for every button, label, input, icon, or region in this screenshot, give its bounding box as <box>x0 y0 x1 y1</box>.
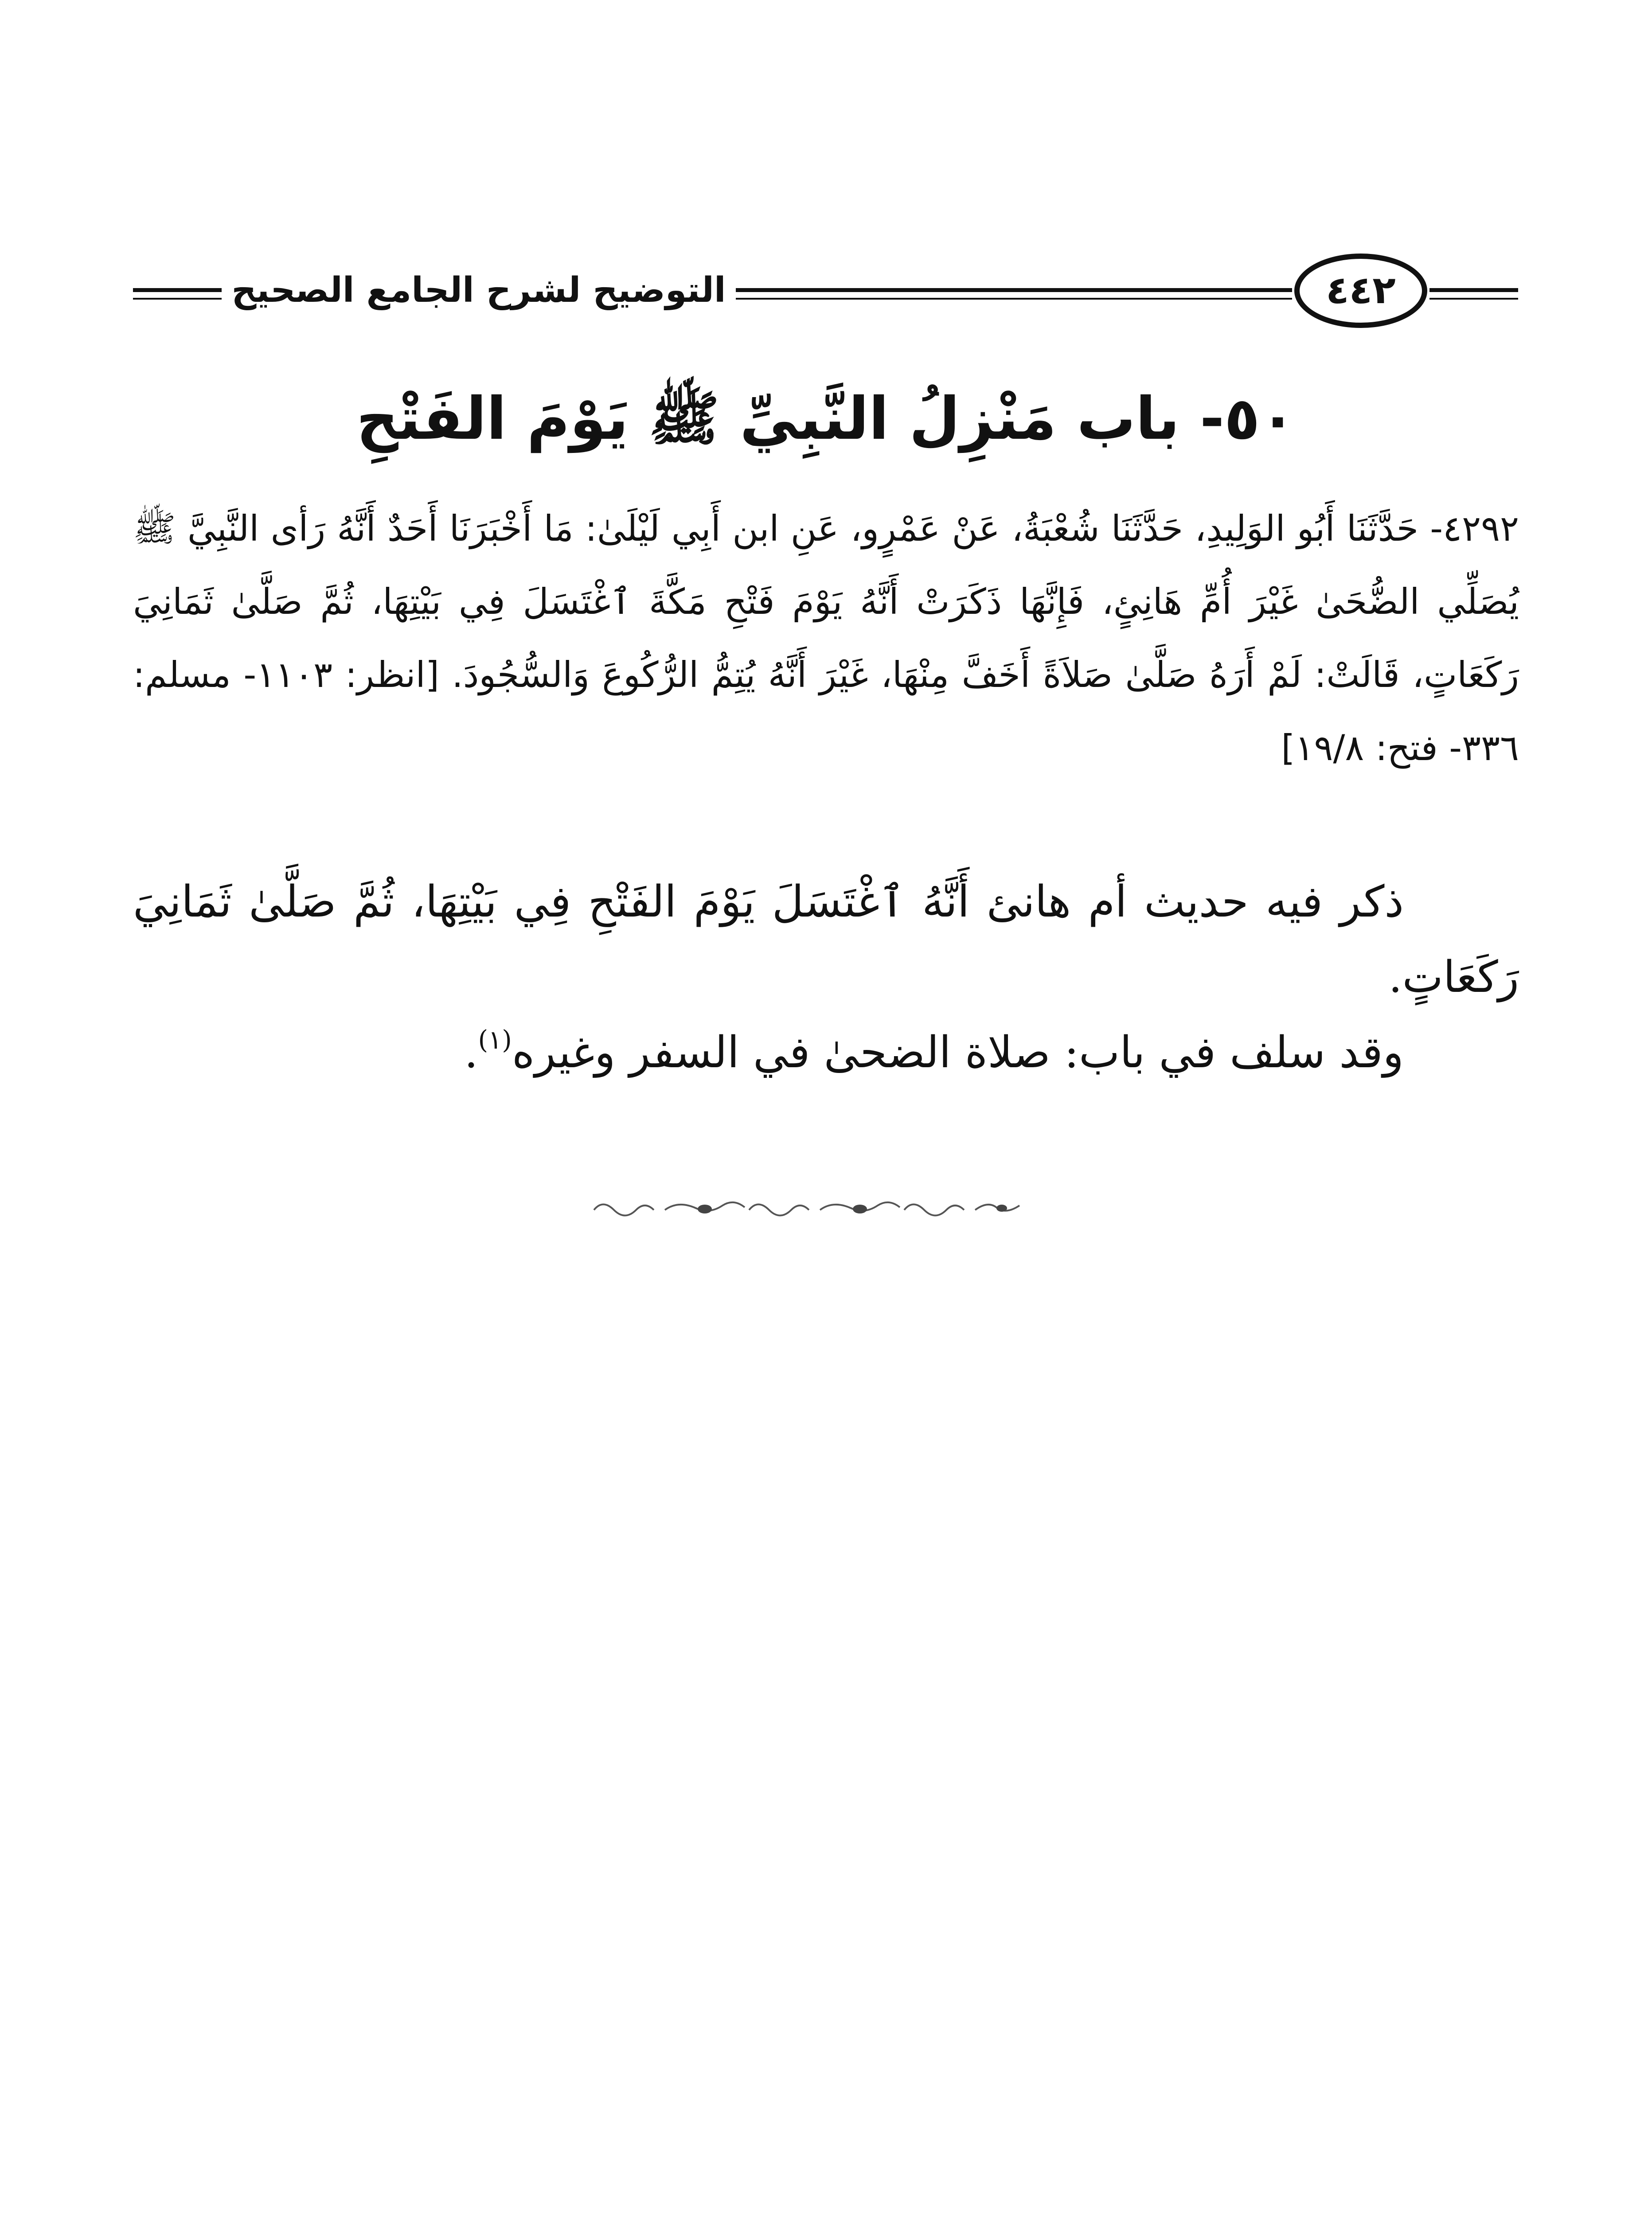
header-rule-left <box>133 288 222 292</box>
header-rule-left-thin <box>133 298 222 300</box>
commentary-paragraph-2-text: وقد سلف في باب: صلاة الضحىٰ في السفر وغيره <box>512 1027 1404 1078</box>
commentary <box>133 864 1519 1090</box>
commentary-paragraph-2 <box>133 1015 1519 1090</box>
footnote-reference[interactable]: (١) <box>478 1025 512 1055</box>
ornament-divider <box>585 1197 1028 1223</box>
hadith-text: ٤٢٩٢- حَدَّثَنَا أَبُو الوَلِيدِ، حَدَّثَنَا شُعْبَةُ، عَنْ عَمْرٍو، عَنِ ابن أَبِي لَيْلَىٰ: مَا أَخْبَرَنَا أَحَدٌ أَنَّهُ رَأى النَّبِيَّ ﷺ يُصَلِّي الضُّحَىٰ غَيْرَ أُمِّ هَانِئٍ، فَإِنَّهَا ذَكَرَتْ أَنَّهُ يَوْمَ فَتْحِ مَكَّةَ ٱغْتَسَلَ فِي بَيْتِهَا، ثُمَّ صَلَّىٰ ثَمَانِيَ رَكَعَاتٍ، قَالَتْ: لَمْ أَرَهُ صَلَّىٰ صَلاَةً أَخَفَّ مِنْهَا، غَيْرَ أَنَّهُ يُتِمُّ الرُّكُوعَ وَالسُّجُودَ. [انظر: ١١٠٣- مسلم: ٣٣٦- فتح: ١٩/٨] <box>133 508 1519 769</box>
commentary-paragraph-2-end: . <box>464 1027 478 1078</box>
header-rule-right <box>1429 288 1518 292</box>
header-rule-right-thin <box>1429 298 1518 300</box>
commentary-paragraph-1: ذكر فيه حديث أم هانئ أَنَّهُ ٱغْتَسَلَ يَوْمَ الفَتْحِ فِي بَيْتِهَا، ثُمَّ صَلَّىٰ ثَمَانِيَ رَكَعَاتٍ. <box>133 877 1519 1003</box>
header-rule-middle-thin <box>736 298 1292 300</box>
chapter-title: ٥٠- باب مَنْزِلُ النَّبِيِّ ﷺ يَوْمَ الفَتْحِ <box>356 385 1296 453</box>
header-rule-middle <box>736 288 1292 292</box>
page-number: ٤٤٢ <box>1294 254 1427 328</box>
running-title: التوضيح لشرح الجامع الصحيح <box>231 270 726 310</box>
